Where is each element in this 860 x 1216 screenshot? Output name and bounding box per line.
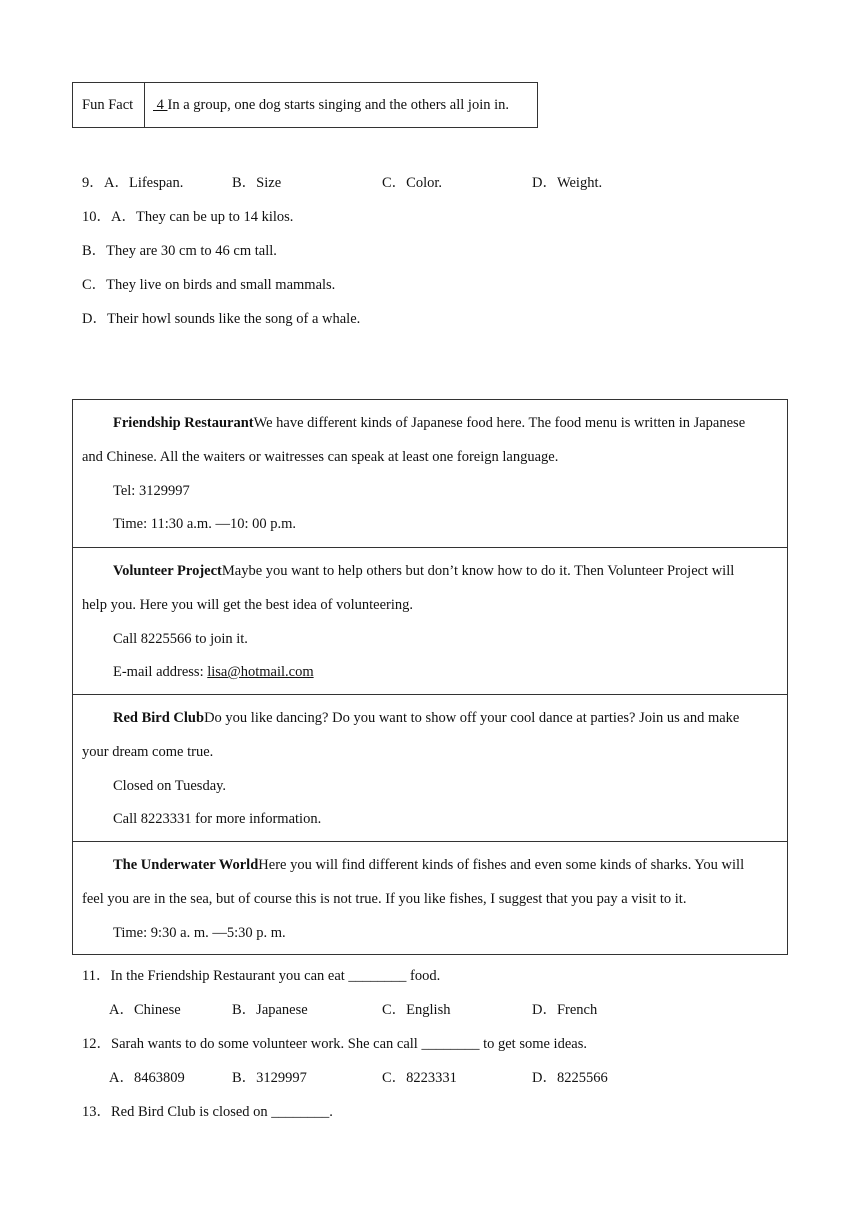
email-link[interactable]: lisa@hotmail.com — [207, 664, 314, 680]
q12-option-c[interactable]: C．8223331 — [382, 1070, 457, 1086]
q10-option-a[interactable]: 10．A．They can be up to 14 kilos. — [82, 209, 294, 225]
ad-volunteer-project — [73, 547, 787, 694]
q11-option-c[interactable]: C．English — [382, 1002, 451, 1018]
ad-text: Here you will find different kinds of fishes and even some kinds of sharks. You will — [258, 857, 745, 873]
ad-line-1 — [113, 857, 744, 874]
ad-tel: Tel: 3129997 — [113, 483, 190, 499]
q11-option-d[interactable]: D．French — [532, 1002, 598, 1018]
ad-line-2: and Chinese. All the waiters or waitresses can speak at least one foreign language. — [82, 449, 559, 465]
ad-underwater-world — [73, 841, 787, 954]
ad-email — [113, 664, 314, 681]
fun-fact-label: Fun Fact — [73, 83, 145, 127]
ads-table — [72, 399, 788, 955]
q12-option-d[interactable]: D．8225566 — [532, 1070, 608, 1086]
ad-time: Time: 11:30 a.m. —10: 00 p.m. — [113, 516, 297, 532]
ad-text: Maybe you want to help others but don’t know how to do it. Then Volunteer Project will — [221, 563, 735, 579]
q9-option-c[interactable]: C．Color. — [382, 175, 443, 191]
q10-option-b[interactable]: B．They are 30 cm to 46 cm tall. — [82, 243, 277, 259]
q10-option-c[interactable]: C．They live on birds and small mammals. — [82, 277, 336, 293]
ad-line-2: feel you are in the sea, but of course this is not true. If you like fishes, I suggest that you pay a visit to it. — [82, 891, 687, 907]
ad-line-2: help you. Here you will get the best idea of volunteering. — [82, 597, 413, 613]
question-12-stem: 12．Sarah wants to do some volunteer work. She can call ________ to get some ideas. — [82, 1036, 587, 1052]
email-label: E-mail address: — [113, 664, 208, 680]
ad-line-2: your dream come true. — [82, 744, 214, 760]
fun-fact-text: In a group, one dog starts singing and the others all join in. — [167, 96, 510, 113]
q9-option-b[interactable]: B．Size — [232, 175, 282, 191]
question-13-stem: 13．Red Bird Club is closed on ________. — [82, 1104, 333, 1120]
ad-call: Call 8223331 for more information. — [113, 811, 322, 827]
fun-fact-table — [72, 82, 538, 128]
ad-friendship-restaurant — [73, 400, 787, 547]
ad-line-1 — [113, 563, 734, 580]
ad-call: Call 8225566 to join it. — [113, 631, 248, 647]
q9-option-a[interactable]: A．Lifespan. — [104, 175, 184, 191]
ad-red-bird-club — [73, 694, 787, 841]
ad-text: Do you like dancing? Do you want to show off your cool dance at parties? Join us and make — [204, 710, 740, 726]
question-9-number: 9． — [82, 175, 104, 191]
q12-option-a[interactable]: A．8463809 — [109, 1070, 185, 1086]
ad-time: Time: 9:30 a. m. —5:30 p. m. — [113, 925, 286, 941]
question-11-stem: 11．In the Friendship Restaurant you can eat ________ food. — [82, 968, 441, 984]
ad-line-1 — [113, 710, 739, 727]
ad-title: Red Bird Club — [113, 710, 205, 726]
ad-closed: Closed on Tuesday. — [113, 778, 227, 794]
q12-option-b[interactable]: B．3129997 — [232, 1070, 307, 1086]
q11-option-a[interactable]: A．Chinese — [109, 1002, 181, 1018]
ad-line-1 — [113, 415, 745, 432]
q9-option-d[interactable]: D．Weight. — [532, 175, 603, 191]
ad-title: Friendship Restaurant — [113, 415, 254, 431]
ad-title: Volunteer Project — [113, 563, 222, 579]
ad-title: The Underwater World — [113, 857, 259, 873]
q10-option-d[interactable]: D．Their howl sounds like the song of a whale. — [82, 311, 361, 327]
blank-number: 4 — [153, 96, 168, 113]
q11-option-b[interactable]: B．Japanese — [232, 1002, 308, 1018]
fun-fact-content — [145, 83, 509, 127]
ad-text: We have different kinds of Japanese food here. The food menu is written in Japanese — [253, 415, 746, 431]
